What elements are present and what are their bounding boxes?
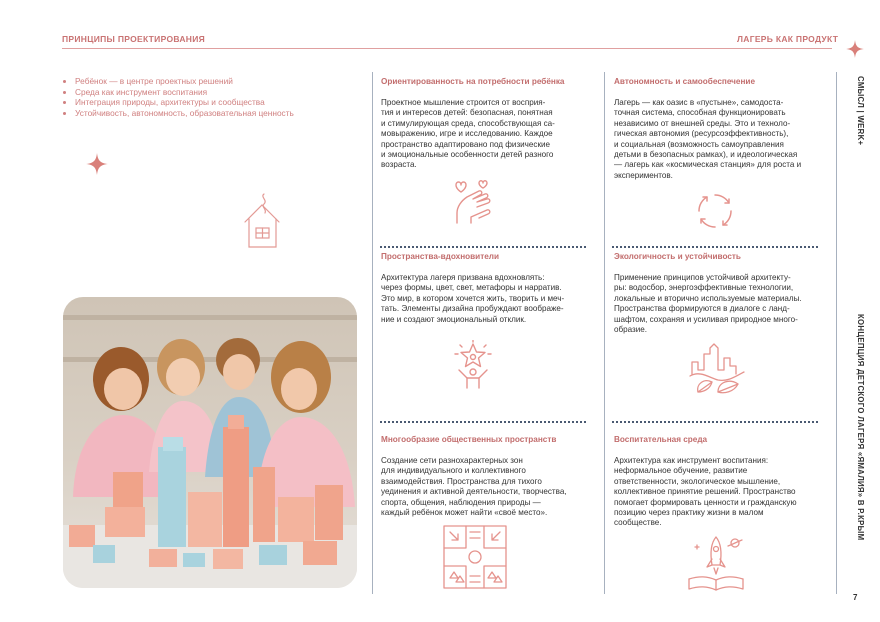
column-separator-3 <box>836 72 837 594</box>
sidebar-brand: СМЫСЛ | WERK+ <box>856 76 865 146</box>
header-divider <box>62 48 832 49</box>
cycle-arrows-icon <box>694 190 736 232</box>
column-separator-1 <box>372 72 373 594</box>
children-playing-photo <box>63 297 357 588</box>
sidebar-project-title: КОНЦЕПЦИЯ ДЕТСКОГО ЛАГЕРЯ «ЯМАЛИЯ» В Р.КРЫМ <box>856 314 865 541</box>
section-text: Создание сети разнохарактерных зон для индивидуального и коллективного взаимодействия. Пространства для тихого уединения и активной деятельности, творчества, спорта, общения, наблюдения природы — каждый ребёнок может найти «своё место». <box>381 456 567 518</box>
section-text: Проектное мышление строится от восприя- тия и интересов детей: безопасная, понятная и стимулирующая среда, способствующая са- мовыражению, игре и исследованию. Каждое пространство адаптировано под физические и эмоциональные особенности детей разного возраста. <box>381 98 555 170</box>
section-title: Воспитательная среда <box>614 435 708 444</box>
plan-grid-icon <box>442 524 508 590</box>
list-item: • Интеграция природы, архитектуры и сообщества <box>75 97 294 108</box>
section-title: Многообразие общественных пространств <box>381 435 557 444</box>
section-divider <box>380 246 586 248</box>
list-item: • Среда как инструмент воспитания <box>75 87 294 98</box>
star-person-icon <box>449 340 497 390</box>
sparkle-star-icon <box>86 153 108 175</box>
header-chapter-title: ЛАГЕРЬ КАК ПРОДУКТ <box>737 34 839 44</box>
list-item: • Устойчивость, автономность, образовательная ценность <box>75 108 294 119</box>
section-title: Автономность и самообеспечение <box>614 77 756 86</box>
page-number: 7 <box>853 593 858 602</box>
eco-city-icon <box>688 340 746 395</box>
section-title: Пространства-вдохновители <box>381 252 500 261</box>
section-title: Ориентированность на потребности ребёнка <box>381 77 565 86</box>
list-item: • Ребёнок — в центре проектных решений <box>75 76 294 87</box>
section-text: Применение принципов устойчивой архитекту- ры: водосбор, энергоэффективные технологии, локальные и вторично используемые материалы. Пространства формируются в диалоге с ланд- шафтом, сохраняя и усиливая природное много- образие. <box>614 273 802 335</box>
house-sketch-icon <box>242 192 282 250</box>
book-rocket-icon <box>685 533 747 593</box>
hands-heart-icon <box>449 177 497 227</box>
section-divider <box>612 246 818 248</box>
column-separator-2 <box>604 72 605 594</box>
section-text: Архитектура лагеря призвана вдохновлять: через формы, цвет, свет, метафоры и нарратив. Это мир, в котором хочется жить, творить и меч- тать. Элементы дизайна пробуждают воображе- ние и создают эмоциональный отклик. <box>381 273 565 324</box>
principles-list <box>62 76 294 118</box>
section-text: Архитектура как инструмент воспитания: неформальное обучение, развитие ответственности, экологическое мышление, коллективное принятие решений. Пространство помогает формировать ценности и гражданскую позицию через практику жизни в малом сообществе. <box>614 456 797 528</box>
sparkle-star-icon <box>846 40 864 58</box>
section-title: Экологичность и устойчивость <box>614 252 741 261</box>
section-divider <box>612 421 818 423</box>
section-divider <box>380 421 586 423</box>
section-text: Лагерь — как оазис в «пустыне», самодоста- точная система, способная функционировать независимо от внешней среды. Это и техноло- гическая автономия (ресурсоэффективность), и социальная (возможность самоуправления детьми в безопасных рамках), и идеологическая — лагерь как «космическая станция» для роста и экспериментов. <box>614 98 802 180</box>
header-section-title: ПРИНЦИПЫ ПРОЕКТИРОВАНИЯ <box>62 34 206 44</box>
